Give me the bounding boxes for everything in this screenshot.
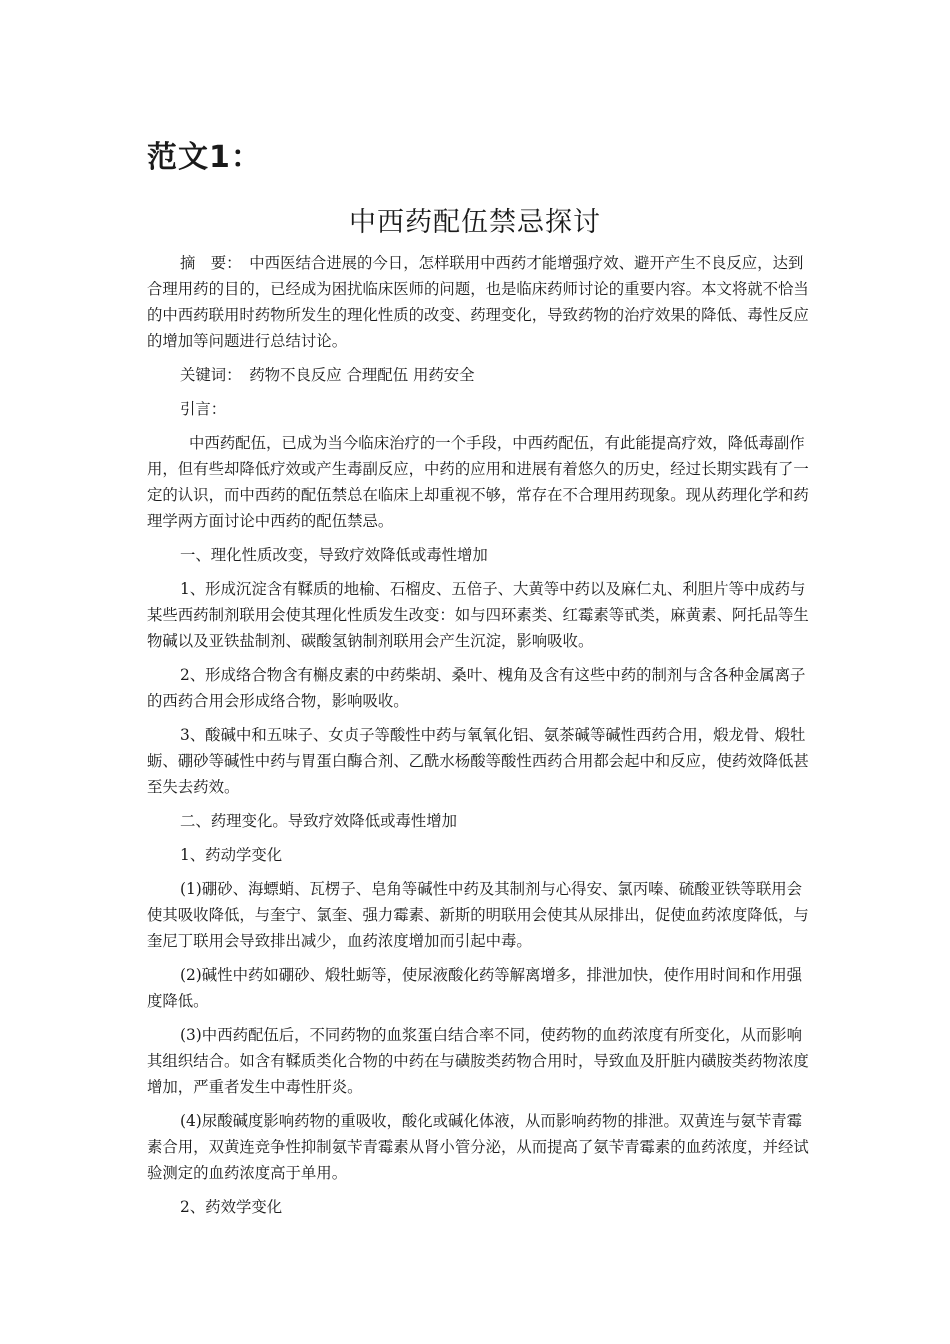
section-1-paragraph-1: 1、形成沉淀含有鞣质的地榆、石榴皮、五倍子、大黄等中药以及麻仁丸、利胆片等中成药与某些西药制剂联用会使其理化性质发生改变：如与四环素类、红霉素等甙类，麻黄素、阿托品等生物碱以及亚铁盐制剂、碳酸氢钠制剂联用会产生沉淀，影响吸收。 bbox=[147, 580, 809, 650]
section-2-paragraph-3: (3)中西药配伍后，不同药物的血浆蛋白结合率不同，使药物的血药浓度有所变化，从而影响其组织结合。如含有鞣质类化合物的中药在与磺胺类药物合用时，导致血及肝脏内磺胺类药物浓度增加，严重者发生中毒性肝炎。 bbox=[147, 1026, 809, 1096]
section-2-paragraph-4: (4)尿酸碱度影响药物的重吸收，酸化或碱化体液，从而影响药物的排泄。双黄连与氨苄青霉素合用，双黄连竞争性抑制氨苄青霉素从肾小管分泌，从而提高了氨苄青霉素的血药浓度，并经试验测定的血药浓度高于单用。 bbox=[147, 1112, 809, 1182]
section-2-paragraph-1: (1)硼砂、海螵蛸、瓦楞子、皂角等碱性中药及其制剂与心得安、氯丙嗪、硫酸亚铁等联用会使其吸收降低，与奎宁、氯奎、强力霉素、新斯的明联用会使其从尿排出，促使血药浓度降低，与奎尼丁联用会导致排出减少，血药浓度增加而引起中毒。 bbox=[147, 880, 809, 950]
section-1-paragraph-2: 2、形成络合物含有槲皮素的中药柴胡、桑叶、槐角及含有这些中药的制剂与含各种金属离子的西药合用会形成络合物，影响吸收。 bbox=[147, 666, 806, 710]
section-2-heading: 二、药理变化。导致疗效降低或毒性增加 bbox=[180, 812, 458, 830]
abstract-label: 摘 要： bbox=[180, 254, 234, 272]
keywords-paragraph bbox=[147, 362, 813, 388]
section-2-subheading-1: 1、药动学变化 bbox=[180, 846, 283, 864]
document-body bbox=[147, 250, 813, 1228]
intro-label: 引言： bbox=[180, 400, 227, 418]
section-2-subheading-2: 2、药效学变化 bbox=[180, 1198, 283, 1216]
keywords-label: 关键词： bbox=[180, 366, 234, 384]
abstract-paragraph bbox=[147, 250, 813, 354]
document-title: 中西药配伍禁忌探讨 bbox=[349, 207, 601, 238]
section-1-paragraph-3: 3、酸碱中和五味子、女贞子等酸性中药与氧氧化铝、氨茶碱等碱性西药合用，煅龙骨、煅牡蛎、硼砂等碱性中药与胃蛋白酶合剂、乙酰水杨酸等酸性西药合用都会起中和反应，使药效降低甚至失去药效。 bbox=[147, 726, 809, 796]
section-1-heading: 一、理化性质改变，导致疗效降低或毒性增加 bbox=[180, 546, 488, 564]
intro-paragraph: 中西药配伍，已成为当今临床治疗的一个手段，中西药配伍，有此能提高疗效，降低毒副作用，但有些却降低疗效或产生毒副反应，中药的应用和进展有着悠久的历史，经过长期实践有了一定的认识，而中西药的配伍禁总在临床上却重视不够，常存在不合理用药现象。现从药理化学和药理学两方面讨论中西药的配伍禁忌。 bbox=[147, 434, 809, 530]
abstract-text: 中西医结合进展的今日，怎样联用中西药才能增强疗效、避开产生不良反应，达到合理用药的目的，已经成为困扰临床医师的问题，也是临床药师讨论的重要内容。本文将就不恰当的中西药联用时药物所发生的理化性质的改变、药理变化，导致药物的治疗效果的降低、毒性反应的增加等问题进行总结讨论。 bbox=[147, 254, 809, 350]
keywords-text: 药物不良反应 合理配伍 用药安全 bbox=[249, 366, 475, 384]
sample-heading: 范文1： bbox=[147, 140, 262, 175]
section-2-paragraph-2: (2)碱性中药如硼砂、煅牡蛎等，使尿液酸化药等解离增多，排泄加快，使作用时间和作用强度降低。 bbox=[147, 966, 803, 1010]
